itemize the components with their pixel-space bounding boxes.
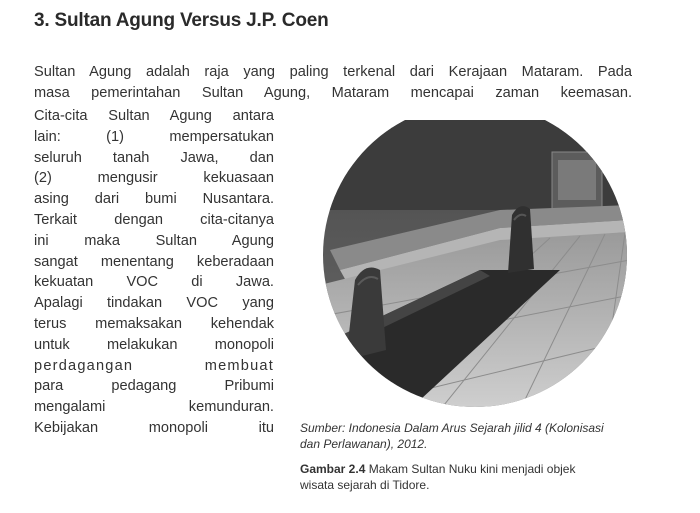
body-line: para pedagang Pribumi: [34, 378, 274, 395]
body-line: terus memaksakan kehendak: [34, 315, 274, 332]
source-line: Sumber: Indonesia Dalam Arus Sejarah jilid 4 (Kolonisasi: [300, 421, 604, 435]
caption-text: Makam Sultan Nuku kini menjadi objek: [365, 462, 576, 476]
body-line: ini maka Sultan Agung: [34, 232, 274, 249]
body-line: Cita-cita Sultan Agung antara: [34, 108, 274, 124]
figure-source: [300, 420, 660, 452]
section-heading: 3. Sultan Agung Versus J.P. Coen: [34, 10, 329, 31]
tomb-photo: [300, 120, 630, 410]
figure-label: Gambar 2.4: [300, 462, 366, 476]
intro-line: masa pemerintahan Sultan Agung, Mataram mencapai zaman keemasan.: [34, 85, 632, 101]
body-line: mengalami kemunduran.: [34, 399, 274, 416]
intro-line: Sultan Agung adalah raja yang paling terkenal dari Kerajaan Mataram. Pada: [34, 64, 632, 80]
body-line: lain: (1) mempersatukan: [34, 128, 274, 145]
body-line: (2) mengusir kekuasaan: [34, 170, 274, 187]
body-line: Terkait dengan cita-citanya: [34, 211, 274, 228]
figure-caption: [300, 461, 670, 493]
body-line: perdagangan membuat: [34, 357, 274, 374]
body-line: sangat menentang keberadaan: [34, 253, 274, 270]
body-line: untuk melakukan monopoli: [34, 336, 274, 353]
body-line: seluruh tanah Jawa, dan: [34, 149, 274, 166]
body-line: kekuatan VOC di Jawa.: [34, 274, 274, 291]
body-paragraph: [34, 106, 274, 439]
body-line: Kebijakan monopoli itu: [34, 419, 274, 436]
source-line: dan Perlawanan), 2012.: [300, 437, 428, 451]
body-line: asing dari bumi Nusantara.: [34, 191, 274, 208]
intro-paragraph: [34, 62, 632, 104]
caption-text: wisata sejarah di Tidore.: [300, 478, 430, 492]
body-line: Apalagi tindakan VOC yang: [34, 295, 274, 312]
